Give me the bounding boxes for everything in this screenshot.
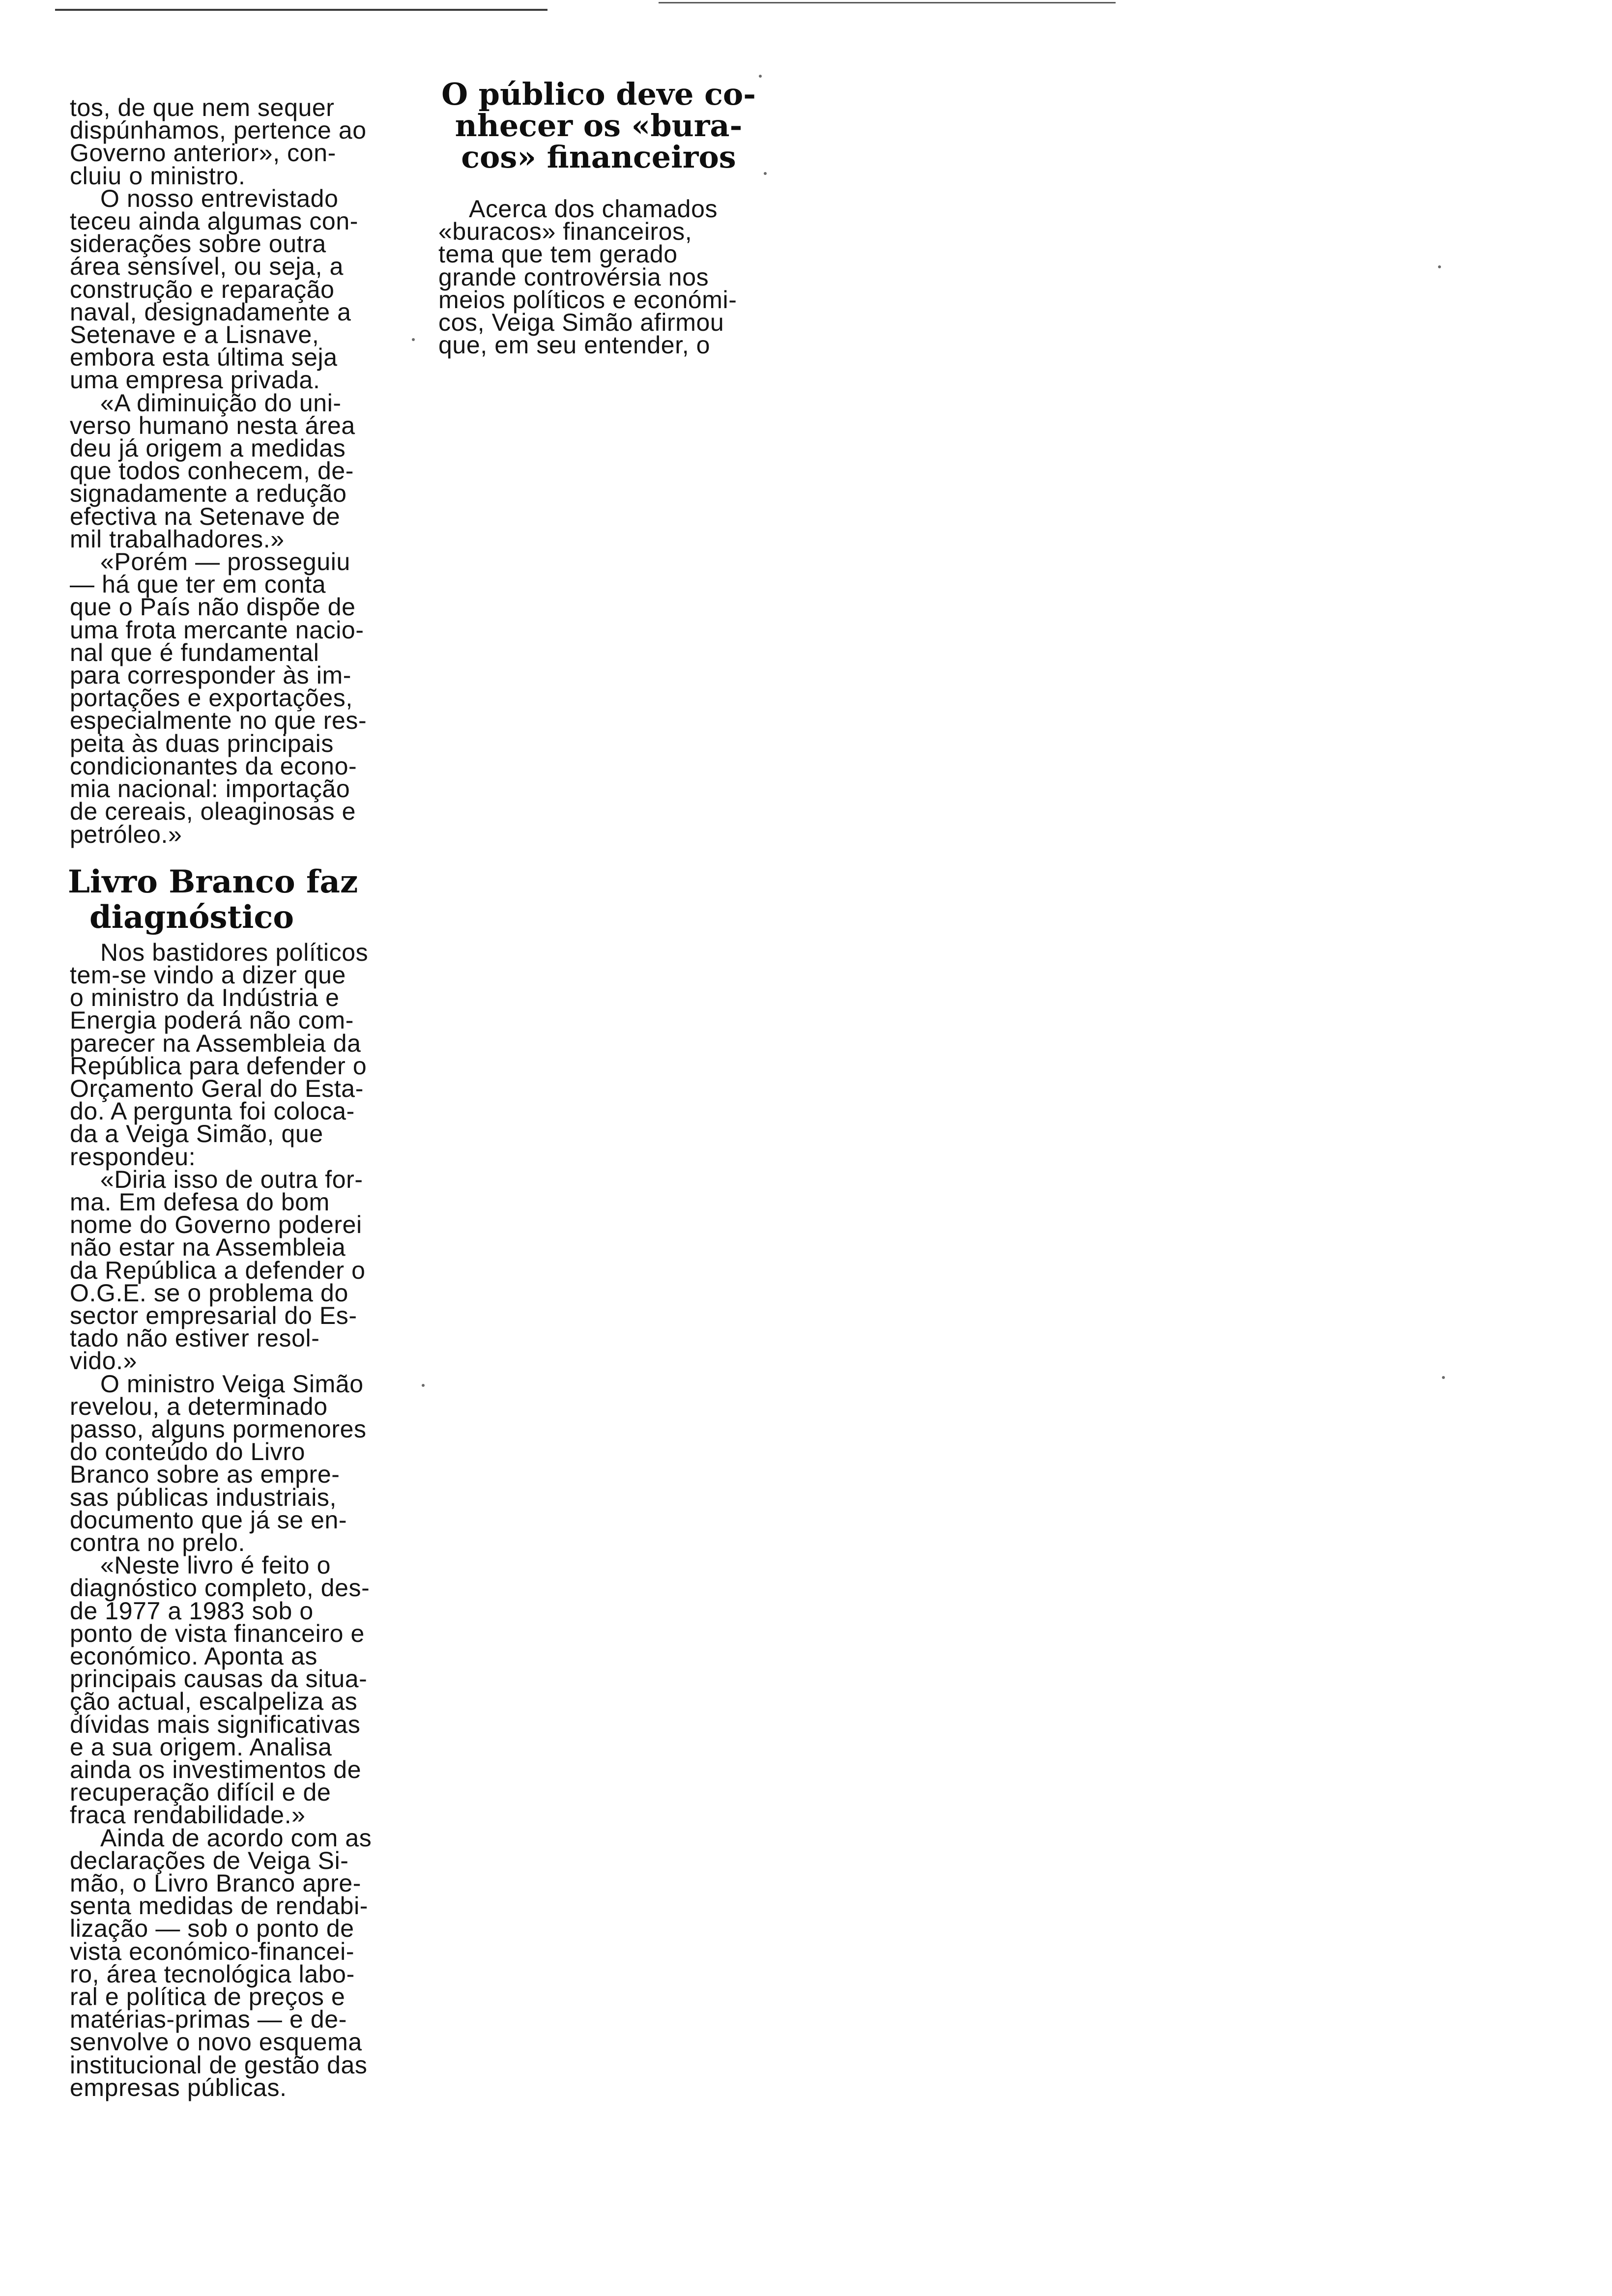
text-line: dívidas mais significativas: [70, 1710, 361, 1738]
text-line: Branco sobre as empre-: [70, 1461, 340, 1489]
intro-text: [70, 96, 414, 846]
text-line: declarações de Veiga Si-: [70, 1846, 349, 1874]
text-line: «Porém — prosseguiu: [100, 548, 350, 576]
scan-speck: [422, 1384, 425, 1387]
text-line: matérias-primas — e de-: [70, 2006, 347, 2034]
text-line: mão, o Livro Branco apre-: [70, 1869, 362, 1897]
text-line: não estar na Assembleia: [70, 1234, 346, 1262]
text-line: sas públicas industriais,: [70, 1483, 337, 1511]
text-line: dispúnhamos, pertence ao: [70, 116, 367, 144]
text-line: «Neste livro é feito o: [100, 1551, 331, 1579]
text-line: verso humano nesta área: [70, 411, 355, 439]
text-line: cluiu o ministro.: [70, 162, 246, 190]
paragraph: [70, 1824, 414, 2101]
text-line: ainda os investimentos de: [70, 1756, 362, 1784]
text-line: de cereais, oleaginosas e: [70, 798, 356, 826]
text-line: teceu ainda algumas con-: [70, 207, 358, 235]
left-column: [70, 96, 414, 2099]
paragraph: [70, 938, 414, 1171]
text-line: ponto de vista financeiro e: [70, 1619, 365, 1647]
text-line: da a Veiga Simão, que: [70, 1120, 323, 1148]
scan-speck: [412, 338, 415, 341]
top-rule-right: [659, 2, 1116, 3]
section-heading-line: diagnóstico: [89, 898, 294, 936]
text-line: tem-se vindo a dizer que: [70, 961, 346, 989]
text-line: parecer na Assembleia da: [70, 1029, 361, 1057]
text-line: O nosso entrevistado: [100, 184, 339, 212]
text-line: do conteúdo do Livro: [70, 1438, 306, 1466]
text-line: tema que tem gerado: [438, 240, 678, 268]
text-line: signadamente a redução: [70, 480, 347, 508]
text-line: ral e política de preços e: [70, 1983, 345, 2011]
article-headline-buracos: [436, 76, 761, 175]
text-line: da República a defender o: [70, 1256, 366, 1284]
text-line: mia nacional: importação: [70, 775, 350, 803]
text-line: mil trabalhadores.»: [70, 525, 285, 553]
text-line: Ainda de acordo com as: [100, 1824, 372, 1852]
text-line: siderações sobre outra: [70, 230, 326, 258]
paragraph: [70, 389, 414, 553]
text-line: do. A pergunta foi coloca-: [70, 1097, 355, 1125]
text-line: O.G.E. se o problema do: [70, 1279, 348, 1307]
text-line: revelou, a determinado: [70, 1392, 328, 1420]
article-text: [438, 195, 761, 359]
section-text: [70, 938, 414, 2101]
paragraph: [438, 195, 761, 359]
text-line: área sensível, ou seja, a: [70, 253, 344, 281]
text-line: nal que é fundamental: [70, 638, 319, 666]
text-line: tos, de que nem sequer: [70, 94, 335, 121]
text-line: uma frota mercante nacio-: [70, 616, 364, 644]
text-line: senta medidas de rendabi-: [70, 1892, 369, 1920]
headline-line: cos» financeiros: [461, 139, 736, 175]
text-line: diagnóstico completo, des-: [70, 1574, 370, 1602]
text-line: Nos bastidores políticos: [100, 938, 369, 966]
text-line: vido.»: [70, 1347, 138, 1375]
text-line: peita às duas principais: [70, 729, 334, 757]
scan-speck: [1442, 1376, 1445, 1379]
text-line: recuperação difícil e de: [70, 1779, 331, 1807]
section-heading-livro-branco: [68, 864, 414, 935]
text-line: de 1977 a 1983 sob o: [70, 1597, 314, 1625]
text-line: Acerca dos chamados: [469, 195, 718, 223]
text-line: embora esta última seja: [70, 344, 338, 372]
text-line: República para defender o: [70, 1052, 367, 1080]
text-line: documento que já se en-: [70, 1506, 347, 1534]
text-line: principais causas da situa-: [70, 1665, 368, 1693]
text-line: para corresponder às im-: [70, 661, 351, 689]
text-line: O ministro Veiga Simão: [100, 1370, 364, 1398]
text-line: que, em seu entender, o: [438, 331, 711, 359]
text-line: contra no prelo.: [70, 1528, 246, 1556]
text-line: especialmente no que res-: [70, 707, 367, 735]
text-line: naval, designadamente a: [70, 298, 351, 326]
text-line: portações e exportações,: [70, 684, 353, 712]
text-line: vista económico-financei-: [70, 1937, 355, 1965]
scan-speck: [764, 172, 767, 175]
right-column: [436, 76, 761, 359]
paragraph: [70, 1165, 414, 1375]
text-line: meios políticos e económi-: [438, 286, 737, 314]
text-line: Setenave e a Lisnave,: [70, 321, 319, 349]
text-line: nome do Governo poderei: [70, 1211, 362, 1239]
text-line: cos, Veiga Simão afirmou: [438, 309, 724, 337]
text-line: fraca rendabilidade.»: [70, 1801, 306, 1829]
headline-line: O público deve co-: [441, 76, 756, 112]
text-line: petróleo.»: [70, 820, 182, 848]
top-rule-left: [55, 9, 547, 11]
text-line: Governo anterior», con-: [70, 139, 336, 167]
text-line: «buracos» financeiros,: [438, 218, 692, 246]
paragraph: [70, 1370, 414, 1556]
text-line: tado não estiver resol-: [70, 1324, 320, 1352]
text-line: ro, área tecnológica labo-: [70, 1960, 355, 1988]
text-line: efectiva na Setenave de: [70, 502, 341, 530]
text-line: institucional de gestão das: [70, 2051, 368, 2079]
text-line: económico. Aponta as: [70, 1642, 317, 1670]
text-line: senvolve o novo esquema: [70, 2028, 362, 2056]
text-line: lização — sob o ponto de: [70, 1915, 354, 1943]
text-line: — há que ter em conta: [70, 571, 326, 599]
paragraph: [70, 184, 414, 394]
text-line: uma empresa privada.: [70, 366, 320, 394]
text-line: Energia poderá não com-: [70, 1006, 354, 1034]
text-line: respondeu:: [70, 1143, 196, 1171]
text-line: que o País não dispõe de: [70, 593, 356, 621]
text-line: ção actual, escalpeliza as: [70, 1688, 358, 1716]
paragraph: [70, 1551, 414, 1829]
text-line: o ministro da Indústria e: [70, 984, 340, 1012]
text-line: «A diminuição do uni-: [100, 389, 342, 417]
paragraph: [70, 94, 414, 190]
text-line: grande controvérsia nos: [438, 263, 709, 291]
text-line: sector empresarial do Es-: [70, 1301, 357, 1329]
text-line: deu já origem a medidas: [70, 434, 346, 462]
text-line: «Diria isso de outra for-: [100, 1165, 363, 1193]
text-line: que todos conhecem, de-: [70, 457, 354, 485]
section-heading-line: Livro Branco faz: [68, 863, 358, 900]
text-line: passo, alguns pormenores: [70, 1415, 367, 1443]
text-line: empresas públicas.: [70, 2073, 287, 2101]
scan-speck: [759, 75, 762, 78]
paragraph: [70, 550, 414, 846]
scan-speck: [1438, 265, 1441, 268]
text-line: e a sua origem. Analisa: [70, 1733, 332, 1761]
text-line: construção e reparação: [70, 275, 335, 303]
text-line: Orçamento Geral do Esta-: [70, 1074, 364, 1102]
text-line: ma. Em defesa do bom: [70, 1188, 330, 1216]
text-line: condicionantes da econo-: [70, 752, 357, 780]
headline-line: nhecer os «bura-: [455, 108, 743, 144]
